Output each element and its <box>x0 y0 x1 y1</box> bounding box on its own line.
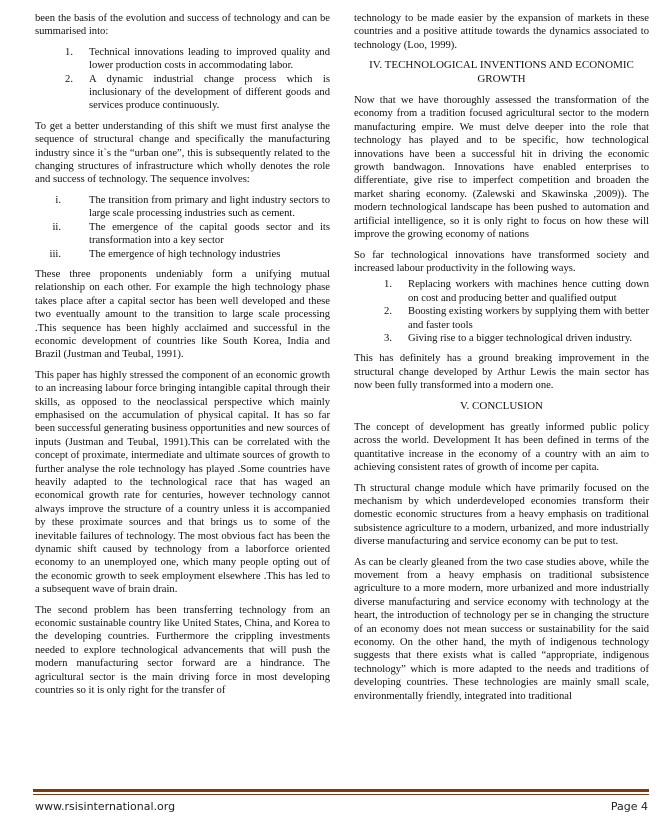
paragraph: The concept of development has greatly informed public policy across the world. Development It has been defined in terms of the quantitative increase in the economy of a country with an aim to achieving consistent rates of growth of income per capita. <box>354 421 649 474</box>
list-item <box>354 332 649 345</box>
list-text: Technical innovations leading to improved quality and lower production costs in accommodating labor. <box>89 46 330 72</box>
list-text: Boosting existing workers by supplying them with better and faster tools <box>408 306 649 331</box>
list-item <box>35 46 330 73</box>
list-item <box>35 194 330 221</box>
numbered-list <box>35 46 330 113</box>
roman-list <box>35 194 330 261</box>
section-heading: V. CONCLUSION <box>460 399 543 412</box>
right-column <box>354 12 649 710</box>
footer-divider-thin <box>33 794 649 795</box>
page-number: Page 4 <box>610 800 648 813</box>
list-text: Replacing workers with machines hence cutting down on cost and producing better and qualified output <box>408 279 649 304</box>
list-text: The transition from primary and light industry sectors to large scale processing industries such as cement. <box>89 194 330 220</box>
list-text: The emergence of high technology industries <box>89 248 281 260</box>
list-number: 2. <box>65 73 73 85</box>
footer-website: www.rsisinternational.org <box>35 800 176 813</box>
paragraph: So far technological innovations have transformed society and increased labour productivity in the following ways. <box>354 249 649 274</box>
list-number: 3. <box>384 332 392 344</box>
list-text: The emergence of the capital goods sector and its transformation into a key sector <box>89 221 330 247</box>
list-text: A dynamic industrial change process which is inclusionary of the development of different goods and services produce continuously. <box>89 73 330 112</box>
paragraph: To get a better understanding of this shift we must first analyse the sequence of structural change and specifically the manufacturing industry since it`s the “urban one”, this is subsequently related to the changing structures of infrastructure which wholly denotes the role and success of technology. The sequence involves: <box>35 120 330 186</box>
paragraph: Now that we have thoroughly assessed the transformation of the economy from a tradition focused agricultural sector to the modern manufacturing empire. We must delve deeper into the role that technology has played and to be specific, how technological innovations have been a successful hit in driving the economic growth bandwagon. Innovations have enabled enterprises to differentiate, give rise to imperfect competition and broaden the market sharing economy. (Zalewski and Skawinska ,2009)). The modern technological landscape has been pushed to automation and artificial intelligence, so it is only right to focus on how these will improve the growing economy of nations <box>354 95 649 241</box>
numbered-list <box>354 278 649 345</box>
list-number: ii. <box>52 221 61 233</box>
paragraph: As can be clearly gleaned from the two case studies above, while the movement from a heavy emphasis on traditional subsistence agriculture to a more modern, more urbanized and more industrially diverse manufacturing and service economy with technology at the heart, the introduction of technology per se in changing the structure of an economy does not mean success or sustainability for the said economy. On the other hand, the myth of indigenous technology suggests that there exists what is called “appropriate, indigenous technology” which is more adapted to the needs and traditions of developing countries. These technologies are mainly small scale, environmentally friendly, integrated into traditional <box>354 556 649 702</box>
list-number: 2. <box>384 306 392 318</box>
footer-divider <box>33 789 649 792</box>
paragraph: This paper has highly stressed the component of an economic growth to an increasing labour force bringing intangible capital through their skills, as opposed to the neoclassical perspective which mainly emphasised on the accumulation of physical capital. It has so far been successful generating business opportunities and new sources of inputs (Justman and Teubal, 1991).This can be correlated with the concept of proximate, intermediate and ultimate sources of growth to further analyse the role technology has played .Some countries have heavily adapted to the technological race that has waged an economical growth rate for centuries, however technology cannot always improve the structure of a country unless it is accompanied by these proximate sources and that brings us to some of the inevitable failures of technology. The most obvious fact has been the dynamic shift caused by technology from a laborforce oriented economy to an unemployed one, which many people opting out of the economic growth to seek employment elsewhere .This has led to a subsequent wave of brain drain. <box>35 369 330 596</box>
list-item <box>35 73 330 113</box>
paragraph: been the basis of the evolution and success of technology and can be summarised into: <box>35 13 330 38</box>
paragraph: These three proponents undeniably form a unifying mutual relationship on each other. For example the high technology phase takes place after a capital sector has been well developed and these two eventually amount to the transition to large scale processing .This sequence has been highly acclaimed and successful in the economic development of countries like South Korea, India and Brazil (Justman and Teubal, 1991). <box>35 268 330 361</box>
paragraph: This has definitely has a ground breaking improvement in the structural change developed by Arthur Lewis the main sector has now been fully transformed into a modern one. <box>354 353 649 392</box>
left-column <box>35 12 330 705</box>
list-item <box>35 248 330 261</box>
paragraph: The second problem has been transferring technology from an economic sustainable country like United States, China, and Korea to the developing countries. Furthermore the crippling investments needed to explore technological advancements that will push the modern manufacturing sector forward are a hindrance. The agricultural sector is the main driving force in most developing countries so it is only right for the transfer of <box>35 604 330 697</box>
list-item <box>354 305 649 332</box>
paragraph: Th structural change module which have primarily focused on the mechanism by which underdeveloped economies transform their domestic economic structures from a heavy emphasis on traditional subsistence agriculture to a modern, urbanized, and more industrially diverse manufacturing and service economy can be put to test. <box>354 482 649 548</box>
list-item <box>35 221 330 248</box>
list-number: iii. <box>49 248 61 260</box>
list-number: 1. <box>65 46 73 58</box>
list-text: Giving rise to a bigger technological driven industry. <box>408 332 633 344</box>
list-number: i. <box>55 194 61 206</box>
paragraph: technology to be made easier by the expansion of markets in these countries and a positive attitude towards the dynamics associated to technology (Loo, 1999). <box>354 13 649 51</box>
section-heading: IV. TECHNOLOGICAL INVENTIONS AND ECONOMIC GROWTH <box>369 59 634 85</box>
list-item <box>354 278 649 305</box>
list-number: 1. <box>384 279 392 291</box>
